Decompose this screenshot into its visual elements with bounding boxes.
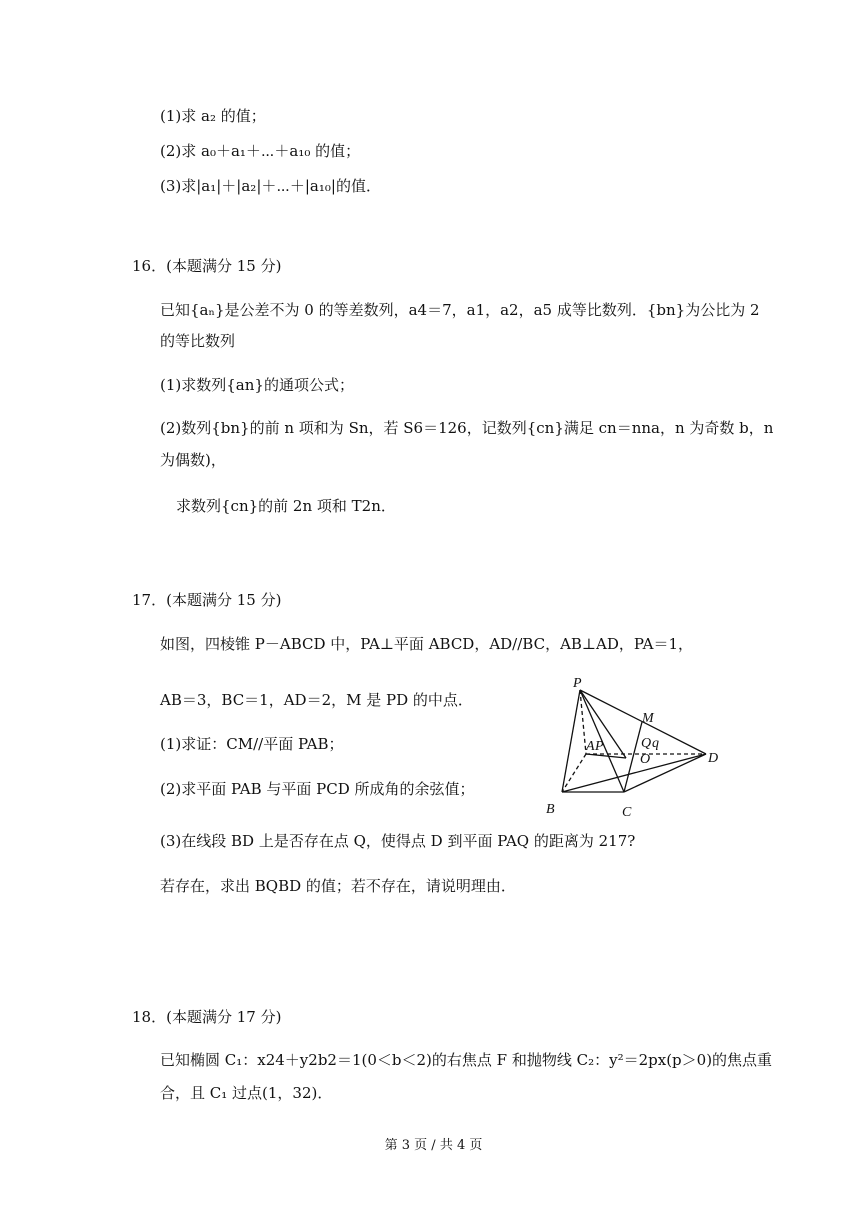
q16-part-2b: 为偶数)， (160, 451, 226, 469)
q17-part-1: (1)求证：CM//平面 PAB； (160, 735, 344, 753)
q16-heading: 16．(本题满分 15 分) (132, 257, 282, 275)
q16-part-1: (1)求数列{an}的通项公式； (160, 376, 354, 394)
q16-line-2: 的等比数列 (160, 332, 236, 350)
q16-line-1: 已知{aₙ}是公差不为 0 的等差数列，a4＝7，a1，a2，a5 成等比数列．{bn}为公比为 2 (160, 301, 760, 319)
label-P2: P (595, 739, 604, 754)
q17-part-4: 若存在，求出 BQBD 的值；若不存在，请说明理由． (160, 877, 516, 895)
q17-part-3: (3)在线段 BD 上是否存在点 Q，使得点 D 到平面 PAQ 的距离为 217? (160, 832, 636, 850)
q17-part-2: (2)求平面 PAB 与平面 PCD 所成角的余弦值； (160, 780, 475, 798)
label-C: C (622, 805, 632, 820)
edge-PB (562, 690, 580, 792)
q18-line-2: 合，且 C₁ 过点(1，32)． (160, 1084, 333, 1102)
pyramid-figure (528, 668, 738, 828)
q16-part-2a: (2)数列{bn}的前 n 项和为 Sn，若 S6＝126，记数列{cn}满足 cn＝nna，n 为奇数 b，n (160, 419, 774, 437)
label-D: D (708, 751, 719, 766)
line-q15-2: (2)求 a₀＋a₁＋⋯＋a₁₀ 的值； (160, 142, 361, 160)
edge-AQ (586, 754, 626, 758)
q17-heading: 17．(本题满分 15 分) (132, 591, 282, 609)
label-O: O (640, 752, 651, 767)
label-M: M (642, 711, 654, 726)
line-q15-1: (1)求 a₂ 的值； (160, 107, 266, 125)
page-footer: 第 3 页 / 共 4 页 (384, 1138, 483, 1153)
q16-part-2c: 求数列{cn}的前 2n 项和 T2n． (176, 497, 396, 515)
label-A: A (586, 739, 595, 754)
edge-BD (562, 754, 706, 792)
label-P: P (573, 676, 582, 691)
q17-line-2: AB＝3，BC＝1，AD＝2，M 是 PD 的中点． (160, 691, 473, 709)
label-q: q (652, 736, 659, 751)
label-Q: Q (641, 736, 652, 751)
q18-heading: 18．(本题满分 17 分) (132, 1008, 282, 1026)
line-q15-3: (3)求|a₁|＋|a₂|＋⋯＋|a₁₀|的值． (160, 177, 381, 195)
label-B: B (546, 802, 555, 817)
q18-line-1: 已知椭圆 C₁：x24＋y2b2＝1(0＜b＜2)的右焦点 F 和抛物线 C₂：y²＝2px(p＞0)的焦点重 (160, 1051, 773, 1069)
q17-line-1: 如图，四棱锥 P－ABCD 中，PA⊥平面 ABCD，AD//BC，AB⊥AD，PA＝1， (160, 635, 693, 653)
